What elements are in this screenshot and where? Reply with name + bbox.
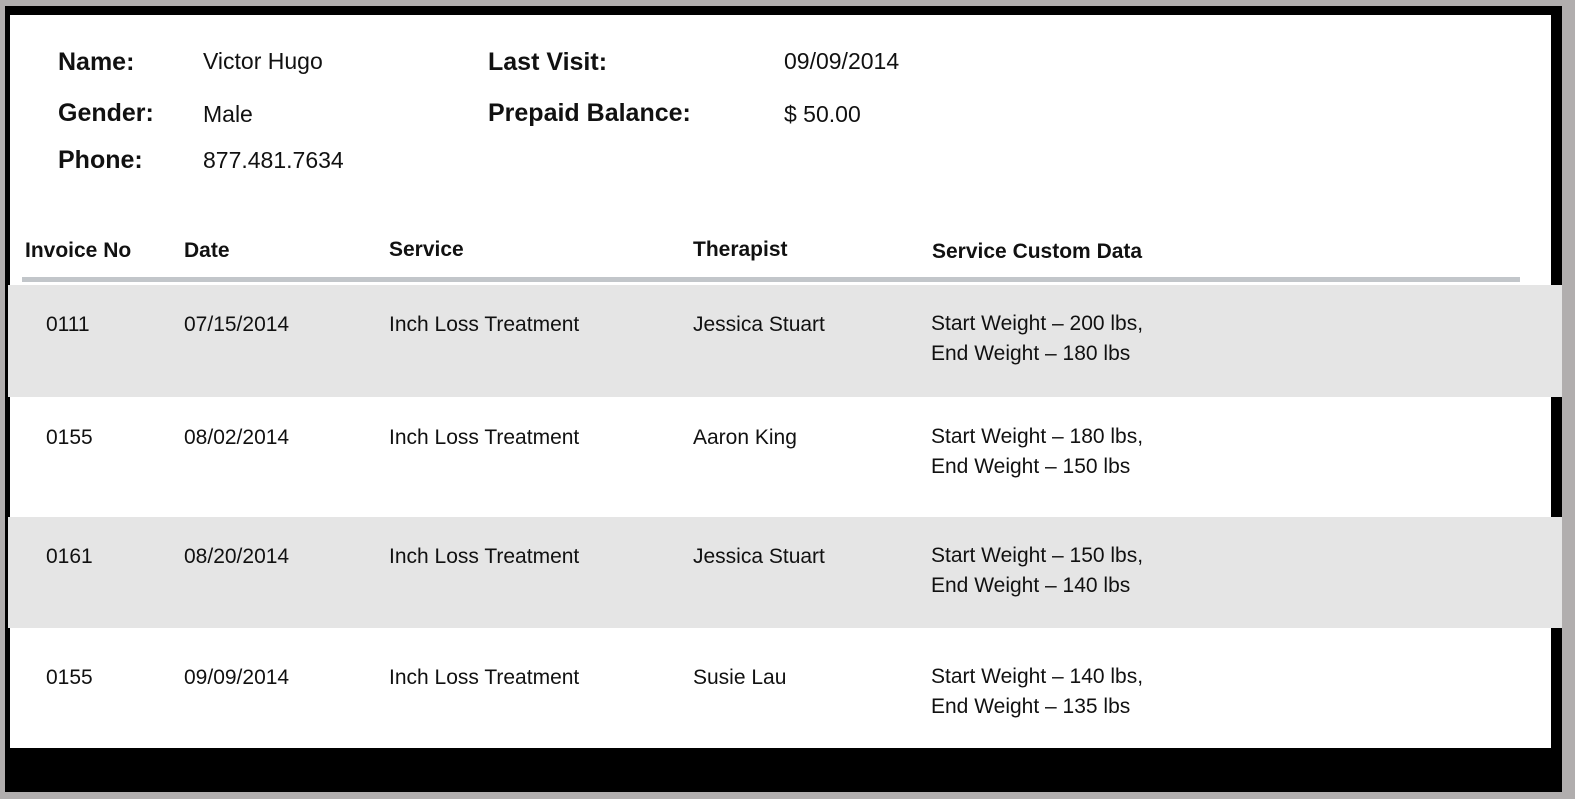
invoice-no-cell: 0111 [46,313,90,336]
column-header-invoice-no: Invoice No [25,239,132,262]
prepaid-balance-value: $ 50.00 [784,101,861,127]
last-visit-value: 09/09/2014 [784,48,900,74]
name-value: Victor Hugo [203,48,323,74]
name-label: Name: [58,48,135,76]
service-cell: Inch Loss Treatment [389,313,580,336]
column-header-date: Date [184,239,230,262]
table-row[interactable] [10,397,1551,517]
custom-data-line1: Start Weight – 180 lbs, [931,425,1144,448]
therapist-cell: Aaron King [693,426,797,449]
therapist-cell: Susie Lau [693,666,787,689]
header-divider [22,277,1520,282]
custom-data-line1: Start Weight – 200 lbs, [931,312,1144,335]
date-cell: 08/20/2014 [184,545,290,568]
service-cell: Inch Loss Treatment [389,426,580,449]
therapist-cell: Jessica Stuart [693,313,825,336]
column-header-service-custom-data: Service Custom Data [932,240,1143,263]
date-cell: 09/09/2014 [184,666,290,689]
custom-data-line2: End Weight – 135 lbs [931,695,1131,718]
custom-data-line2: End Weight – 150 lbs [931,455,1131,478]
custom-data-line1: Start Weight – 140 lbs, [931,665,1144,688]
column-header-therapist: Therapist [693,238,788,261]
service-cell: Inch Loss Treatment [389,545,580,568]
invoice-no-cell: 0155 [46,426,93,449]
phone-label: Phone: [58,146,143,174]
phone-value: 877.481.7634 [203,147,344,173]
table-row[interactable] [10,628,1551,748]
table-row[interactable] [8,517,1562,628]
custom-data-line2: End Weight – 140 lbs [931,574,1131,597]
invoice-no-cell: 0155 [46,666,93,689]
custom-data-line2: End Weight – 180 lbs [931,342,1131,365]
invoice-no-cell: 0161 [46,545,93,568]
custom-data-line1: Start Weight – 150 lbs, [931,544,1144,567]
date-cell: 08/02/2014 [184,426,290,449]
service-cell: Inch Loss Treatment [389,666,580,689]
column-header-service: Service [389,238,464,261]
prepaid-balance-label: Prepaid Balance: [488,99,691,127]
therapist-cell: Jessica Stuart [693,545,825,568]
last-visit-label: Last Visit: [488,48,608,76]
gender-label: Gender: [58,99,154,127]
date-cell: 07/15/2014 [184,313,290,336]
gender-value: Male [203,101,253,127]
table-row[interactable] [8,285,1562,397]
